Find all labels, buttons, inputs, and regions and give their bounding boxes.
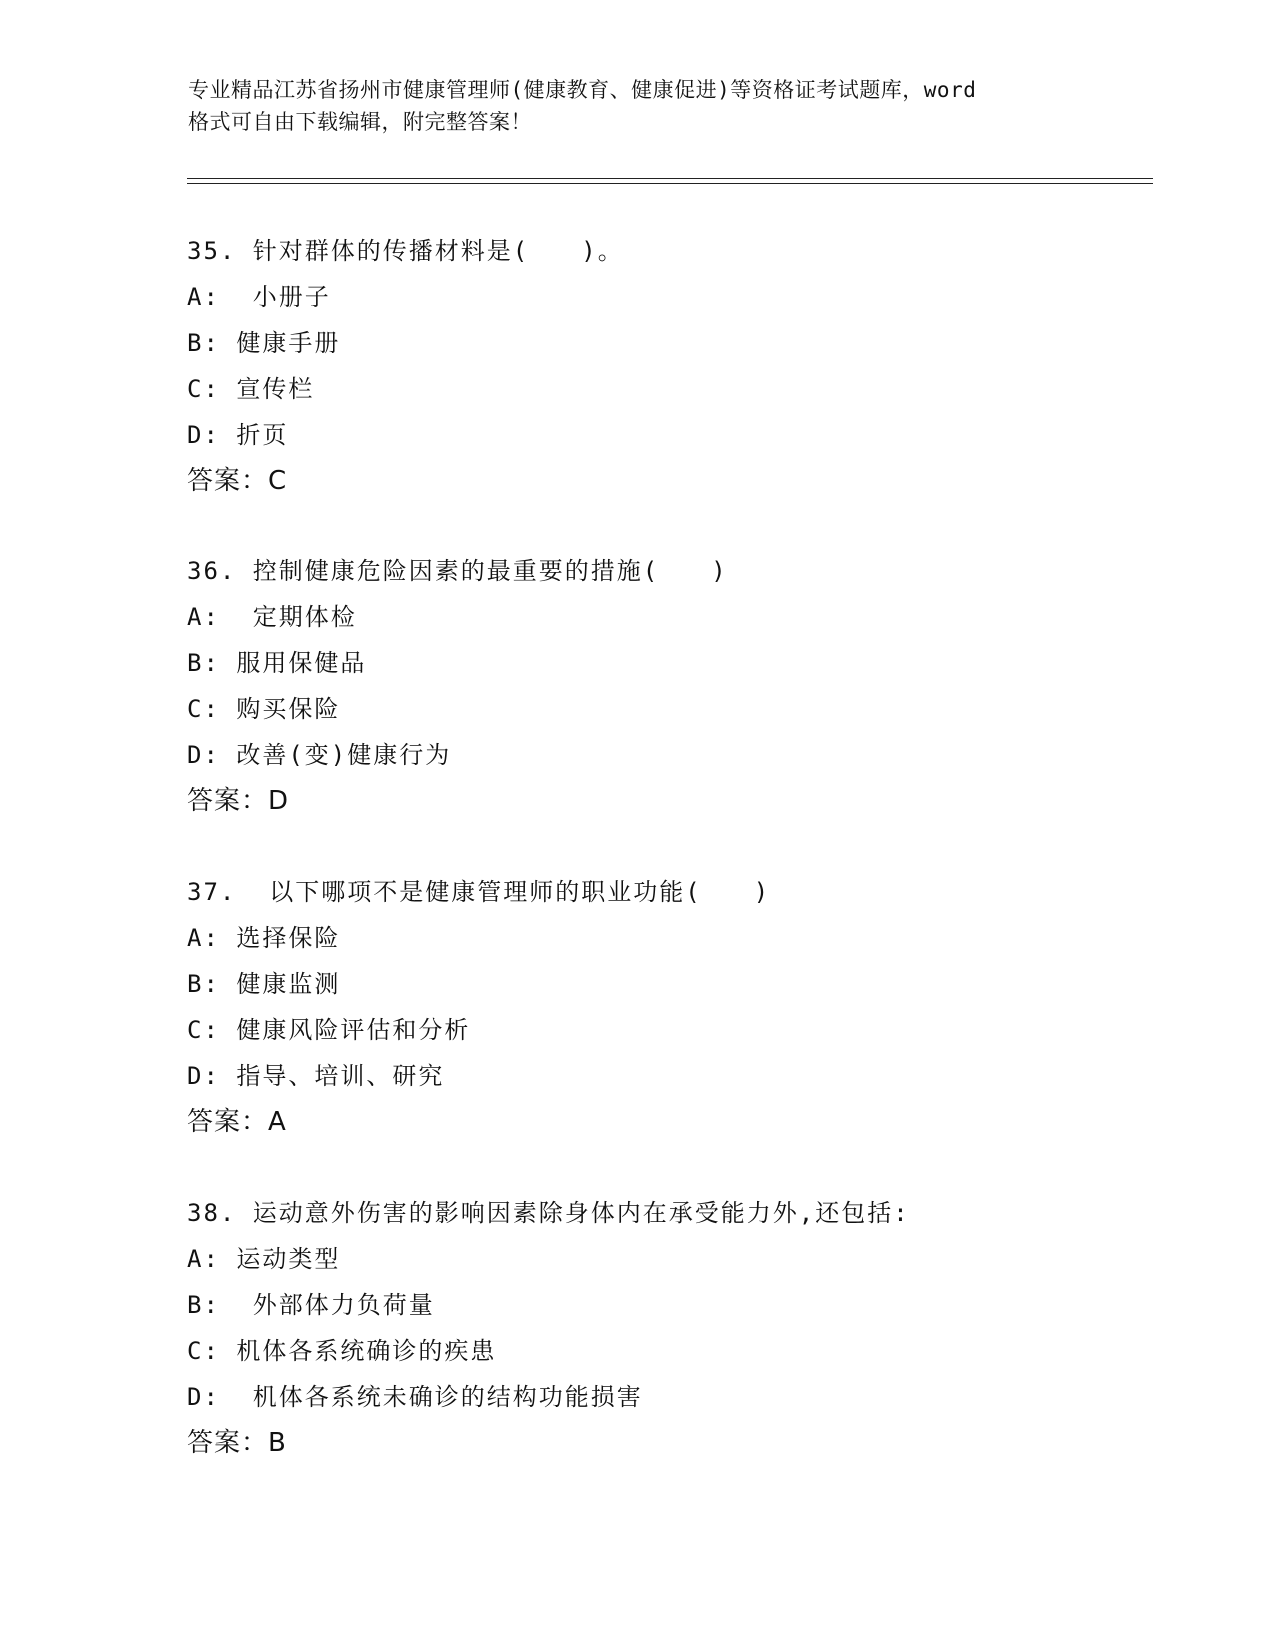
option-d: D: 改善(变)健康行为 xyxy=(187,741,452,769)
option-b: B: 服用保健品 xyxy=(187,649,367,677)
option-c: C: 健康风险评估和分析 xyxy=(187,1016,471,1044)
question-37 xyxy=(187,869,1167,1145)
option-d: D: 机体各系统未确诊的结构功能损害 xyxy=(187,1383,643,1411)
option-a: A: 小册子 xyxy=(187,283,331,311)
option-a: A: 定期体检 xyxy=(187,603,357,631)
question-stem: 38. 运动意外伤害的影响因素除身体内在承受能力外,还包括: xyxy=(187,1199,910,1227)
question-35 xyxy=(187,228,1167,504)
answer: 答案：D xyxy=(187,786,290,816)
option-c: C: 购买保险 xyxy=(187,695,341,723)
option-d: D: 指导、培训、研究 xyxy=(187,1062,445,1090)
option-b: B: 健康手册 xyxy=(187,329,341,357)
header-divider xyxy=(187,178,1153,184)
option-b: B: 外部体力负荷量 xyxy=(187,1291,435,1319)
option-c: C: 宣传栏 xyxy=(187,375,315,403)
question-38 xyxy=(187,1190,1167,1466)
option-a: A: 运动类型 xyxy=(187,1245,341,1273)
document-header xyxy=(188,74,1088,138)
answer: 答案：C xyxy=(187,466,288,496)
option-a: A: 选择保险 xyxy=(187,924,341,952)
header-line-1: 专业精品江苏省扬州市健康管理师(健康教育、健康促进)等资格证考试题库，word xyxy=(188,78,977,102)
answer: 答案：B xyxy=(187,1428,287,1458)
question-36 xyxy=(187,548,1167,824)
header-line-2: 格式可自由下载编辑，附完整答案！ xyxy=(188,110,532,134)
question-stem: 37. 以下哪项不是健康管理师的职业功能( ) xyxy=(187,878,771,906)
question-stem: 36. 控制健康危险因素的最重要的措施( ) xyxy=(187,557,728,585)
question-stem: 35. 针对群体的传播材料是( )。 xyxy=(187,237,624,265)
option-b: B: 健康监测 xyxy=(187,970,341,998)
option-c: C: 机体各系统确诊的疾患 xyxy=(187,1337,497,1365)
option-d: D: 折页 xyxy=(187,421,289,449)
answer: 答案：A xyxy=(187,1107,287,1137)
